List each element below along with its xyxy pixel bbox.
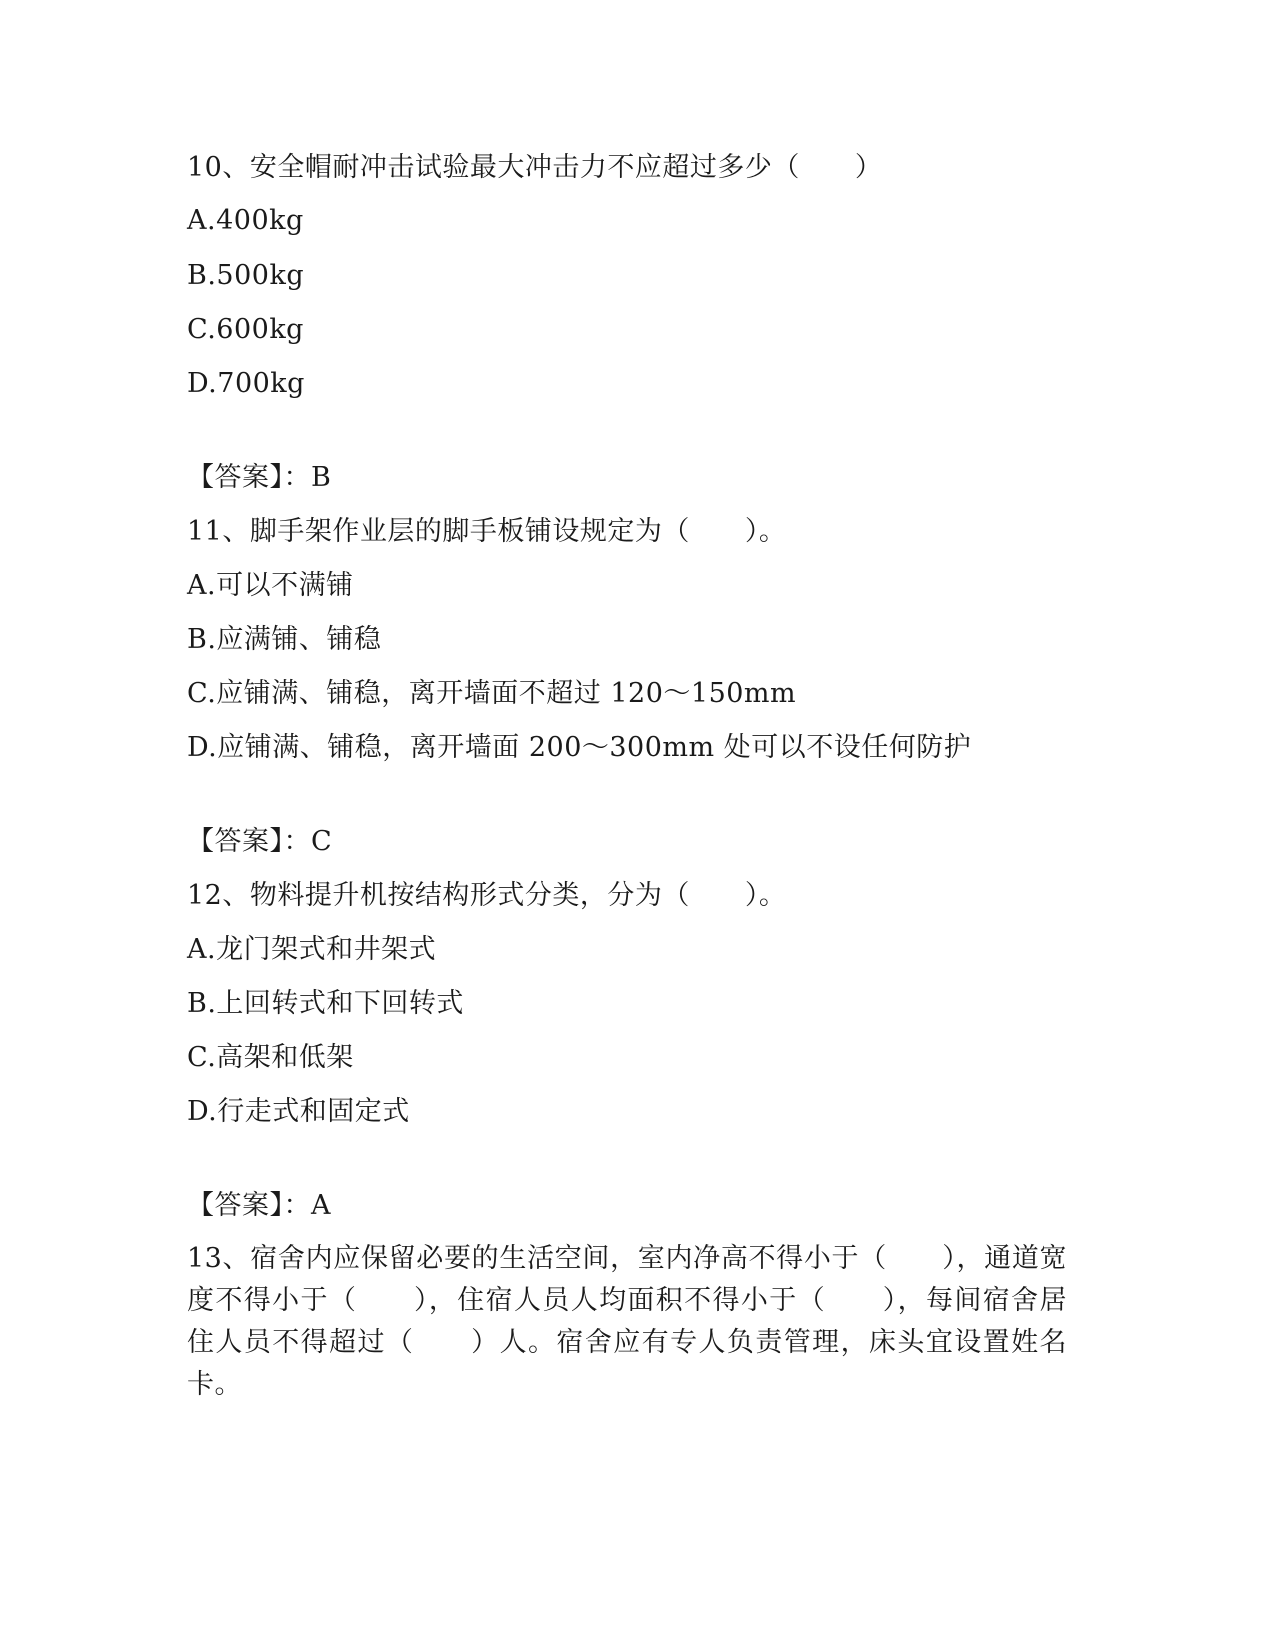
question-11-option-b: B.应满铺、铺稳 (187, 624, 382, 655)
question-10-option-c: C.600kg (187, 314, 304, 345)
question-12-option-d: D.行走式和固定式 (187, 1096, 410, 1127)
question-13-stem: 13、宿舍内应保留必要的生活空间，室内净高不得小于（ ），通道宽度不得小于（ ），住宿人员人均面积不得小于（ ），每间宿舍居住人员不得超过（ ）人。宿舍应有专人负责管理，床头宜设置姓名卡。 (187, 1243, 1067, 1400)
question-10-answer: 【答案】：B (187, 462, 332, 493)
question-12-option-a: A.龙门架式和井架式 (187, 934, 437, 965)
question-12-option-b: B.上回转式和下回转式 (187, 988, 464, 1019)
question-11-option-d: D.应铺满、铺稳，离开墙面 200～300mm 处可以不设任何防护 (187, 732, 972, 763)
question-11-stem: 11、脚手架作业层的脚手板铺设规定为（ ）。 (187, 516, 787, 547)
question-11-option-a: A.可以不满铺 (187, 570, 354, 601)
question-11-option-c: C.应铺满、铺稳，离开墙面不超过 120～150mm (187, 678, 797, 709)
question-12-stem: 12、物料提升机按结构形式分类，分为（ ）。 (187, 880, 787, 911)
question-10-option-d: D.700kg (187, 368, 305, 399)
question-10-option-b: B.500kg (187, 260, 305, 291)
question-12-answer: 【答案】：A (187, 1190, 331, 1221)
question-10-option-a: A.400kg (187, 205, 304, 236)
question-11-answer: 【答案】：C (187, 826, 333, 857)
question-10-stem: 10、安全帽耐冲击试验最大冲击力不应超过多少（ ） (187, 152, 883, 183)
question-12-option-c: C.高架和低架 (187, 1042, 354, 1073)
